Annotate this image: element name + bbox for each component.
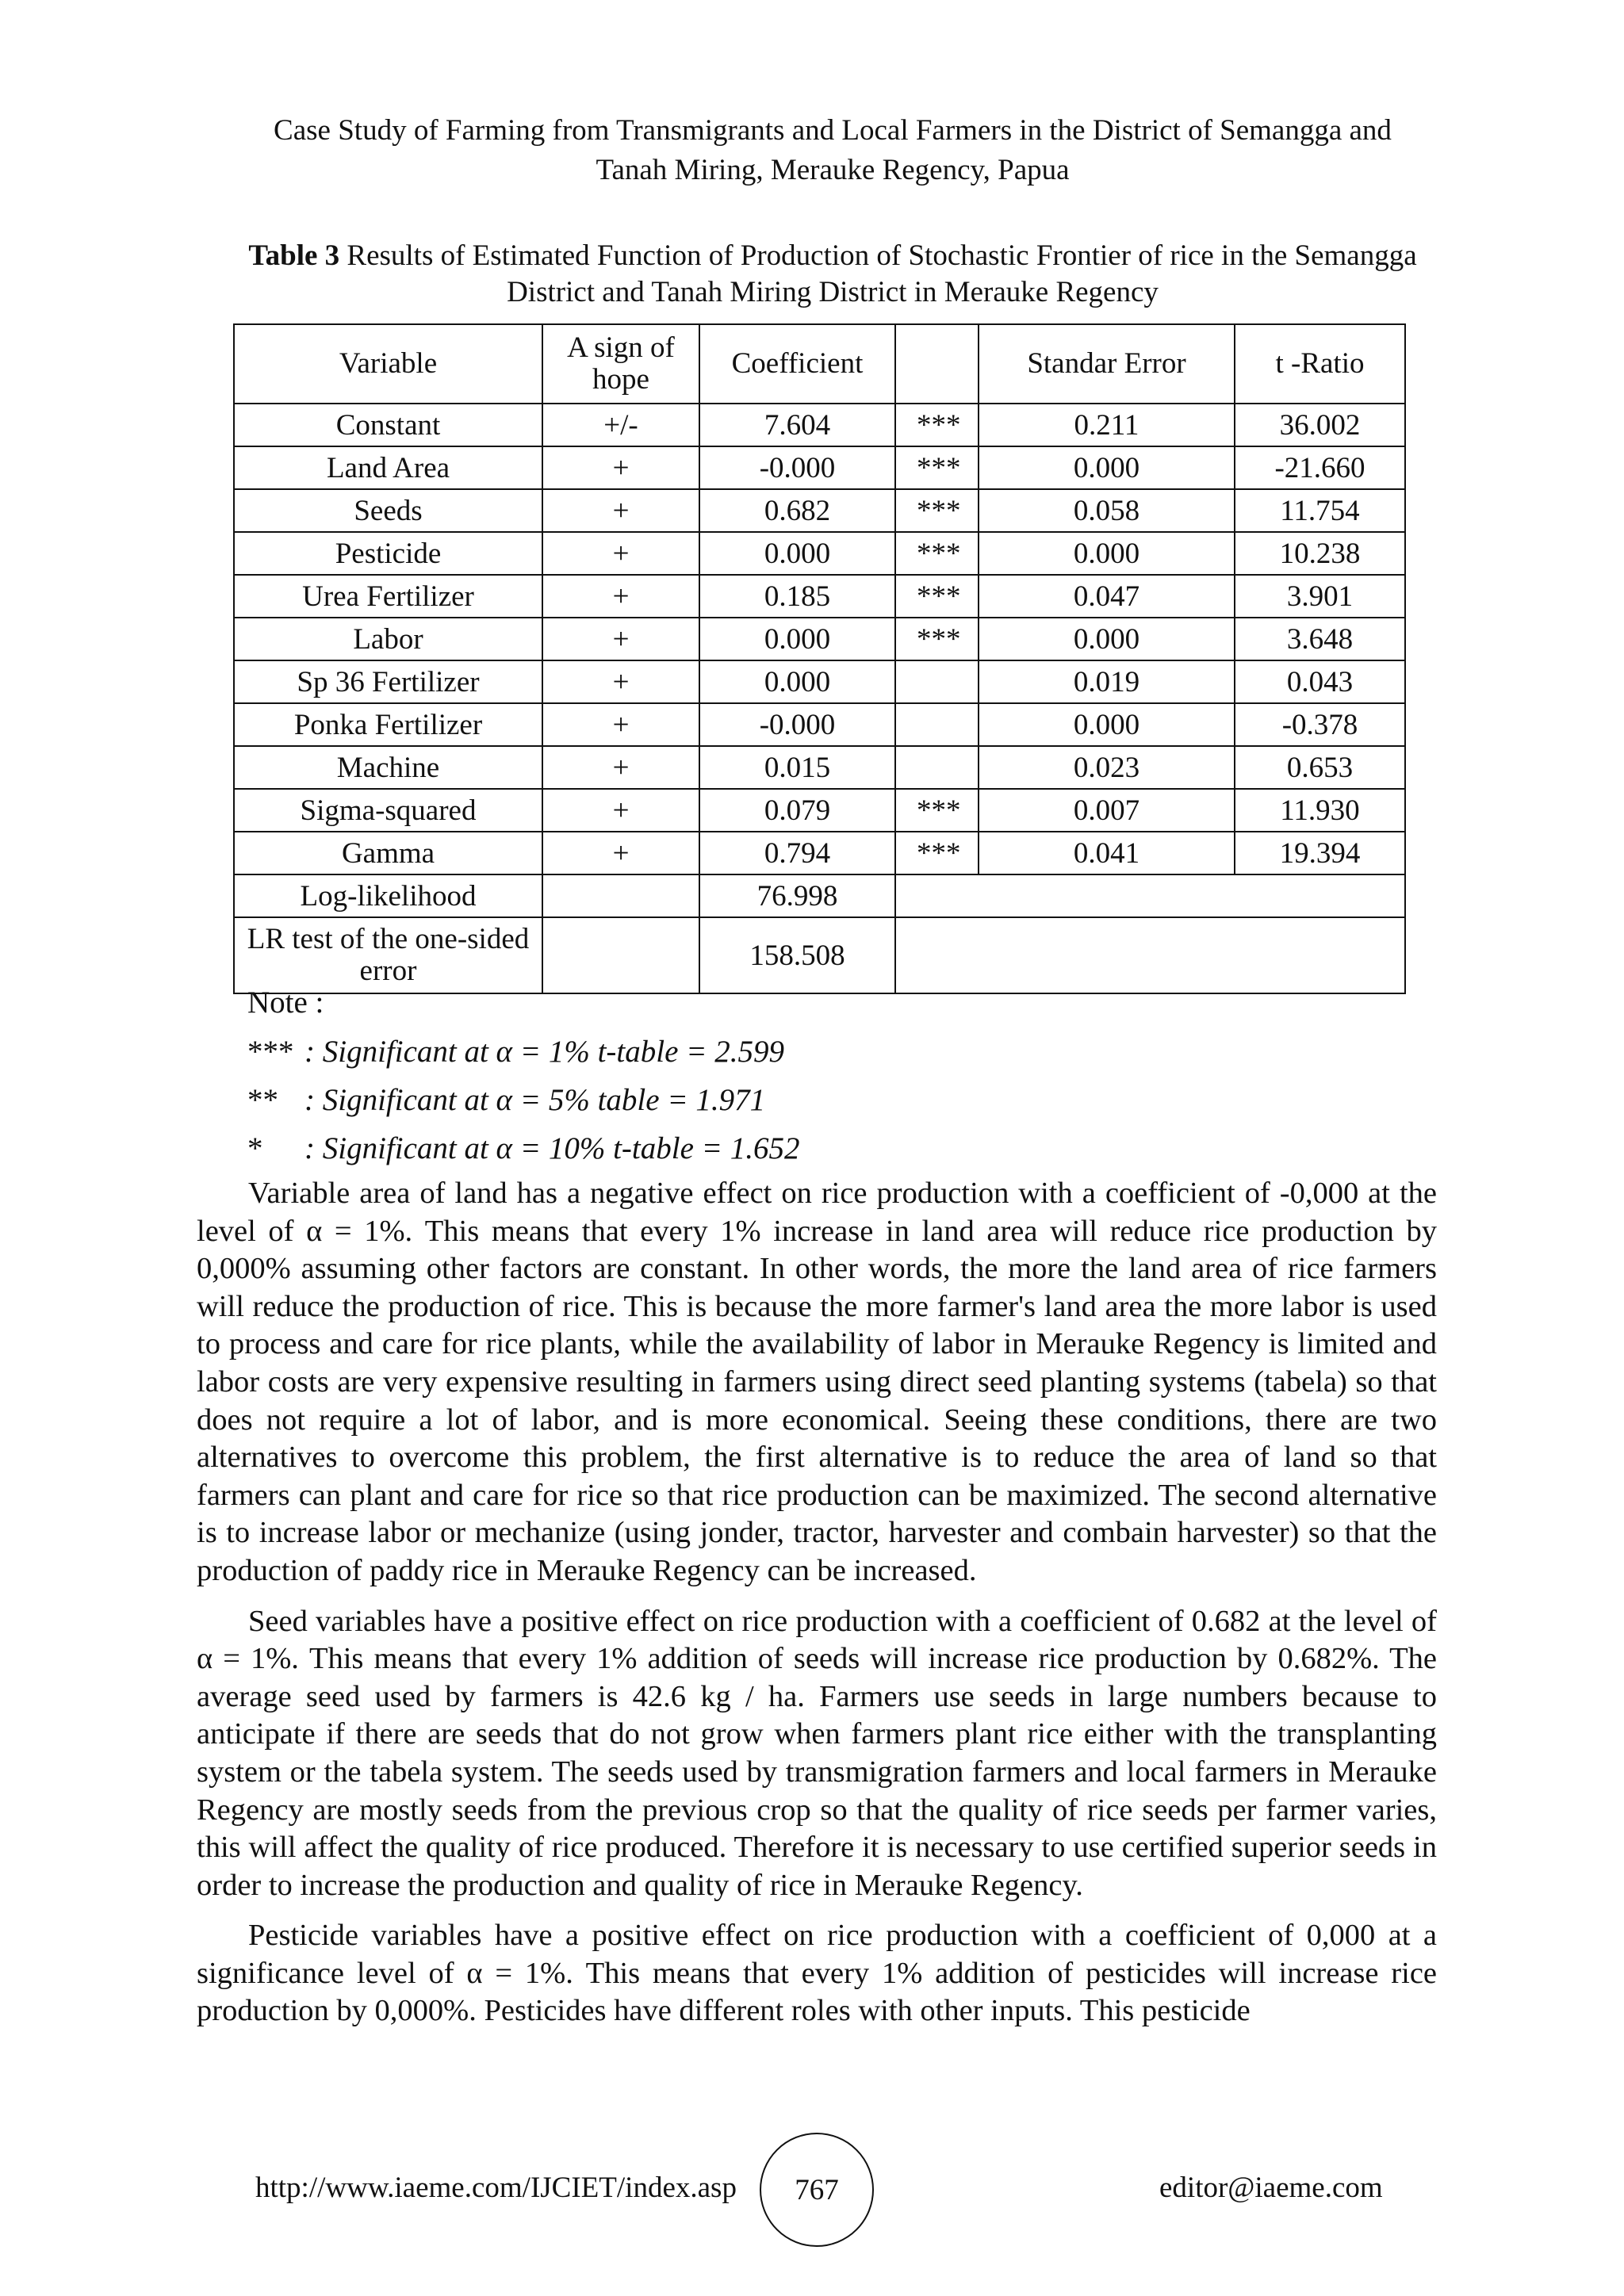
- cell-sign: +: [542, 618, 699, 660]
- cell-sign: [542, 874, 699, 917]
- cell-standard-error: 0.047: [979, 575, 1235, 618]
- cell-coefficient: -0.000: [699, 703, 895, 746]
- cell-standard-error: 0.000: [979, 618, 1235, 660]
- paragraph-seeds: Seed variables have a positive effect on rice production with a coefficient of 0.682 at the level of α = 1%. This means that every 1% addition of seeds will increase rice production by 0.682%. The average seed used by farmers is 42.6 kg / ha. Farmers use seeds in large numbers because to anticipate if there are seeds that do not grow when farmers plant rice either with the transplanting system or the tabela system. The seeds used by transmigration farmers and local farmers in Merauke Regency are mostly seeds from the previous crop so that the quality of rice seeds per farmer varies, this will affect the quality of rice produced. Therefore it is necessary to use certified superior seeds in order to increase the production and quality of rice in Merauke Regency.: [197, 1604, 1437, 1902]
- cell-significance: ***: [895, 575, 979, 618]
- running-header: [198, 111, 1467, 190]
- cell-sign: +: [542, 746, 699, 789]
- cell-sign: +: [542, 446, 699, 489]
- cell-t-ratio: 0.653: [1235, 746, 1405, 789]
- running-header-line-2: Tanah Miring, Merauke Regency, Papua: [596, 154, 1070, 186]
- table-header-row: [234, 324, 1405, 404]
- cell-sign: +: [542, 703, 699, 746]
- cell-variable: Pesticide: [234, 532, 542, 575]
- table-row: [234, 789, 1405, 832]
- footer-email[interactable]: editor@iaeme.com: [1159, 2172, 1383, 2204]
- cell-empty-merged: [895, 874, 1405, 917]
- cell-variable: Ponka Fertilizer: [234, 703, 542, 746]
- note-title: Note :: [247, 985, 324, 1020]
- cell-significance: [895, 660, 979, 703]
- cell-variable: Sp 36 Fertilizer: [234, 660, 542, 703]
- paragraph-pesticide: Pesticide variables have a positive effect on rice production with a coefficient of 0,000 at a significance level of α = 1%. This means that every 1% addition of pesticides will increase rice production by 0,000%. Pesticides have different roles with other inputs. This pesticide: [197, 1919, 1437, 2028]
- cell-variable: Labor: [234, 618, 542, 660]
- cell-standard-error: 0.211: [979, 404, 1235, 446]
- cell-significance: ***: [895, 832, 979, 874]
- cell-sign: +: [542, 832, 699, 874]
- cell-t-ratio: 19.394: [1235, 832, 1405, 874]
- running-header-line-1: Case Study of Farming from Transmigrants and Local Farmers in the District of Semangga and: [274, 114, 1392, 147]
- cell-sign: +: [542, 575, 699, 618]
- table-caption: [198, 238, 1467, 311]
- table-row: [234, 489, 1405, 532]
- table-caption-text-2: District and Tanah Miring District in Merauke Regency: [507, 276, 1159, 308]
- table-caption-text-1: Results of Estimated Function of Production of Stochastic Frontier of rice in the Semangga: [339, 239, 1417, 272]
- cell-variable: Gamma: [234, 832, 542, 874]
- cell-coefficient: 0.000: [699, 618, 895, 660]
- cell-significance: [895, 746, 979, 789]
- header-standard-error: Standar Error: [979, 324, 1235, 404]
- cell-coefficient: 0.000: [699, 532, 895, 575]
- cell-standard-error: 0.000: [979, 446, 1235, 489]
- cell-variable: Land Area: [234, 446, 542, 489]
- cell-coefficient: -0.000: [699, 446, 895, 489]
- paragraph-land-area: Variable area of land has a negative effect on rice production with a coefficient of -0,000 at the level of α = 1%. This means that every 1% increase in land area will reduce rice production by 0,000% assuming other factors are constant. In other words, the more the land area of rice farmers will reduce the production of rice. This is because the more farmer's land area the more labor is used to process and care for rice plants, while the availability of labor in Merauke Regency is limited and labor costs are very expensive resulting in farmers using direct seed planting systems (tabela) so that does not require a lot of labor, and is more economical. Seeing these conditions, there are two alternatives to overcome this problem, the first alternative is to reduce the area of land so that farmers can plant and care for rice so that rice production can be maximized. The second alternative is to increase labor or mechanize (using jonder, tractor, harvester and combain harvester) so that the production of paddy rice in Merauke Regency can be increased.: [197, 1177, 1437, 1587]
- header-t-ratio: t -Ratio: [1235, 324, 1405, 404]
- cell-sign: +/-: [542, 404, 699, 446]
- cell-variable: Seeds: [234, 489, 542, 532]
- cell-coefficient: 0.185: [699, 575, 895, 618]
- cell-coefficient: 0.794: [699, 832, 895, 874]
- table-row-log-likelihood: [234, 874, 1405, 917]
- table-row: [234, 746, 1405, 789]
- cell-variable: Log-likelihood: [234, 874, 542, 917]
- cell-sign: +: [542, 789, 699, 832]
- cell-t-ratio: 11.754: [1235, 489, 1405, 532]
- cell-empty-merged: [895, 917, 1405, 993]
- cell-variable: Machine: [234, 746, 542, 789]
- table-row-lr-test: [234, 917, 1405, 993]
- cell-t-ratio: 3.648: [1235, 618, 1405, 660]
- cell-standard-error: 0.041: [979, 832, 1235, 874]
- note-line: [247, 1082, 765, 1118]
- table-row: [234, 703, 1405, 746]
- note-line: [247, 1034, 784, 1070]
- header-coefficient: Coefficient: [699, 324, 895, 404]
- cell-variable: Constant: [234, 404, 542, 446]
- cell-sign: +: [542, 489, 699, 532]
- cell-coefficient: 0.000: [699, 660, 895, 703]
- cell-coefficient: 0.682: [699, 489, 895, 532]
- cell-significance: ***: [895, 789, 979, 832]
- cell-t-ratio: 10.238: [1235, 532, 1405, 575]
- cell-significance: ***: [895, 532, 979, 575]
- note-line: [247, 1131, 799, 1166]
- cell-standard-error: 0.058: [979, 489, 1235, 532]
- cell-sign: +: [542, 660, 699, 703]
- header-significance: [895, 324, 979, 404]
- cell-coefficient: 0.079: [699, 789, 895, 832]
- cell-standard-error: 0.000: [979, 703, 1235, 746]
- table-row: [234, 618, 1405, 660]
- note-symbol: *: [247, 1131, 263, 1165]
- table-row: [234, 660, 1405, 703]
- body-text: [197, 1175, 1437, 2043]
- table-row: [234, 446, 1405, 489]
- cell-t-ratio: -21.660: [1235, 446, 1405, 489]
- note-symbol: ***: [247, 1035, 294, 1069]
- cell-standard-error: 0.019: [979, 660, 1235, 703]
- header-variable: Variable: [234, 324, 542, 404]
- cell-variable: LR test of the one-sided error: [234, 917, 542, 993]
- header-sign: A sign of hope: [542, 324, 699, 404]
- cell-coefficient: 0.015: [699, 746, 895, 789]
- cell-significance: ***: [895, 618, 979, 660]
- results-table: [233, 323, 1406, 994]
- cell-t-ratio: 0.043: [1235, 660, 1405, 703]
- note-symbol: **: [247, 1083, 278, 1117]
- cell-significance: [895, 703, 979, 746]
- cell-t-ratio: -0.378: [1235, 703, 1405, 746]
- cell-variable: Sigma-squared: [234, 789, 542, 832]
- note-text: : Significant at α = 10% t-table = 1.652: [304, 1131, 800, 1165]
- cell-standard-error: 0.023: [979, 746, 1235, 789]
- cell-t-ratio: 11.930: [1235, 789, 1405, 832]
- table-row: [234, 575, 1405, 618]
- table-row: [234, 404, 1405, 446]
- cell-standard-error: 0.007: [979, 789, 1235, 832]
- cell-t-ratio: 3.901: [1235, 575, 1405, 618]
- cell-coefficient: 158.508: [699, 917, 895, 993]
- page-number: 767: [760, 2133, 874, 2247]
- cell-sign: [542, 917, 699, 993]
- table-row: [234, 832, 1405, 874]
- cell-t-ratio: 36.002: [1235, 404, 1405, 446]
- cell-variable: Urea Fertilizer: [234, 575, 542, 618]
- footer-url[interactable]: http://www.iaeme.com/IJCIET/index.asp: [255, 2172, 737, 2204]
- cell-significance: ***: [895, 489, 979, 532]
- cell-significance: ***: [895, 404, 979, 446]
- note-text: : Significant at α = 5% table = 1.971: [304, 1083, 766, 1117]
- cell-standard-error: 0.000: [979, 532, 1235, 575]
- cell-significance: ***: [895, 446, 979, 489]
- cell-coefficient: 7.604: [699, 404, 895, 446]
- table-caption-label: Table 3: [248, 239, 340, 272]
- cell-coefficient: 76.998: [699, 874, 895, 917]
- cell-sign: +: [542, 532, 699, 575]
- table-row: [234, 532, 1405, 575]
- note-text: : Significant at α = 1% t-table = 2.599: [304, 1035, 784, 1069]
